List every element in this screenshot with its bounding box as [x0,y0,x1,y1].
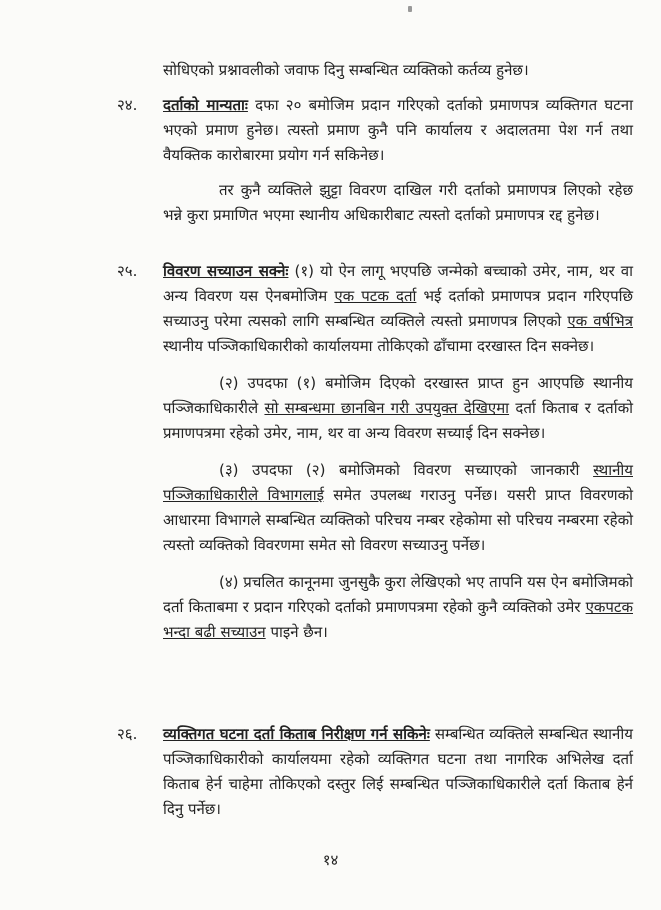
section-25-p3-a: (३) उपदफा (२) बमोजिमको विवरण सच्याएको जानकारी [219,461,594,479]
section-25-p1-underline-1: एक पटक दर्ता [334,287,417,305]
section-25-paragraph-3 [163,458,633,558]
section-25-paragraph-4 [163,570,633,645]
section-25-p2-a: (२) उपदफा (१) बमोजिम दिएको दरखास्त प्राप्त हुन आएपछि स्थानीय पञ्जिकाधिकारीले [163,374,633,417]
section-26 [163,722,633,822]
section-25-p3-underline: स्थानीय पञ्जिकाधिकारीले विभागलाई [163,461,633,504]
section-25-p3-b: समेत उपलब्ध गराउनु पर्नेछ। यसरी प्राप्त विवरणको आधारमा विभागले सम्बन्धित व्यक्तिको परिचय नम्बर रहेकोमा सो परिचय नम्बरमा रहेको त्यस्तो व्यक्तिको विवरणमा समेत सो विवरण सच्याउनु पर्नेछ। [163,486,633,554]
section-26-p1-text: सम्बन्धित व्यक्तिले सम्बन्धित स्थानीय पञ्जिकाधिकारीको कार्यालयमा रहेको व्यक्तिगत घटना तथा नागरिक अभिलेख दर्ता किताब हेर्न चाहेमा तोकिएको दस्तुर लिई सम्बन्धित पञ्जिकाधिकारीले दर्ता किताब हेर्न दिनु पर्नेछ। [163,725,633,818]
section-24-paragraph-2: तर कुनै व्यक्तिले झुट्टा विवरण दाखिल गरी दर्ताको प्रमाणपत्र लिएको रहेछ भन्ने कुरा प्रमाणित भएमा स्थानीय अधिकारीबाट त्यस्तो दर्ताको प्रमाणपत्र रद्द हुनेछ। [163,181,633,224]
section-25-p1-b: भई दर्ताको प्रमाणपत्र प्रदान गरिएपछि सच्याउनु परेमा त्यसको लागि सम्बन्धित व्यक्तिले त्यस्तो प्रमाणपत्र लिएको [163,287,633,330]
section-25 [163,259,633,645]
section-24-p1-text: दफा २० बमोजिम प्रदान गरिएको दर्ताको प्रमाणपत्र व्यक्तिगत घटना भएको प्रमाण हुनेछ। त्यस्तो प्रमाण कुनै पनि कार्यालय र अदालतमा पेश गर्न तथा वैयक्तिक कारोबारमा प्रयोग गर्न सकिनेछ। [163,96,634,164]
section-25-p4-underline: एकपटक भन्दा बढी सच्याउन [163,598,633,641]
section-24-heading: दर्ताको मान्यताः [163,96,248,114]
section-25-p2-b: दर्ता किताब र दर्ताको प्रमाणपत्रमा रहेको उमेर, नाम, थर वा अन्य विवरण सच्याई दिन सक्नेछ। [163,399,633,442]
section-25-p1-c: स्थानीय पञ्जिकाधिकारीको कार्यालयमा तोकिएको ढाँचामा दरखास्त दिन सक्नेछ। [163,337,595,355]
section-26-number: २६. [117,725,138,743]
page-number: १४ [322,851,339,869]
section-24-number: २४. [117,96,138,114]
section-25-heading: विवरण सच्याउन सक्नेः [163,262,289,280]
section-25-p4-b: पाइने छैन। [265,623,328,641]
section-25-p1-a: (१) यो ऐन लागू भएपछि जन्मेको बच्चाको उमेर, नाम, थर वा अन्य विवरण यस ऐनबमोजिम [163,262,633,305]
scan-speck [408,6,412,12]
section-25-p4-a: (४) प्रचलित कानूनमा जुनसुकै कुरा लेखिएको भए तापनि यस ऐन बमोजिमको दर्ता किताबमा र प्रदान गरिएको दर्ताको प्रमाणपत्रमा रहेको कुनै व्यक्तिको उमेर [163,573,633,616]
section-26-heading: व्यक्तिगत घटना दर्ता किताब निरीक्षण गर्न सकिनेः [163,725,430,743]
section-25-p1-underline-2: एक वर्षभित्र [567,312,633,330]
section-25-paragraph-2 [163,371,633,446]
section-25-paragraph-1 [163,259,633,359]
continuation-text: सोधिएको प्रश्नावलीको जवाफ दिनु सम्बन्धित व्यक्तिको कर्तव्य हुनेछ। [163,61,529,79]
section-24 [163,93,633,228]
section-25-number: २५. [117,262,138,280]
continuation-line [163,58,633,83]
section-24-paragraph-1 [163,93,633,168]
section-25-p2-underline: सो सम्बन्धमा छानबिन गरी उपयुक्त देखिएमा [264,399,510,417]
section-26-paragraph-1 [163,722,633,822]
